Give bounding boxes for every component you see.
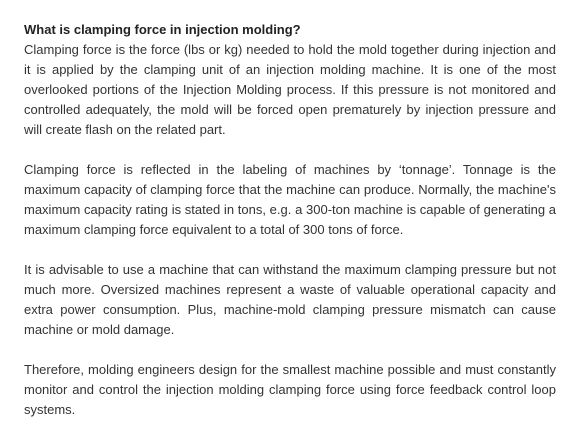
paragraph-tonnage: Clamping force is reflected in the labeling of machines by ‘tonnage’. Tonnage is the maximum capacity of clamping force that the machine can produce. Normally, the machine's maximum capacity rating is stated in tons, e.g. a 300-ton machine is capable of generating a maximum clamping force equivalent to a total of 300 tons of force. (24, 162, 556, 237)
paragraph-clamping-force-definition: Clamping force is the force (lbs or kg) needed to hold the mold together during injection and it is applied by the clamping unit of an injection molding machine. It is one of the most overlooked portions of the Injection Molding process. If this pressure is not monitored and controlled adequately, the mold will be forced open prematurely by injection pressure and will create flash on the related part. (24, 42, 556, 137)
paragraph-machine-sizing-advice: It is advisable to use a machine that can withstand the maximum clamping pressure but not much more. Oversized machines represent a waste of valuable operational capacity and extra power consumption. Plus, machine-mold clamping pressure mismatch can cause machine or mold damage. (24, 262, 556, 337)
article-heading: What is clamping force in injection molding? (24, 22, 301, 37)
paragraph-conclusion: Therefore, molding engineers design for the smallest machine possible and must constantly monitor and control the injection molding clamping force using force feedback control loop systems. (24, 362, 556, 417)
